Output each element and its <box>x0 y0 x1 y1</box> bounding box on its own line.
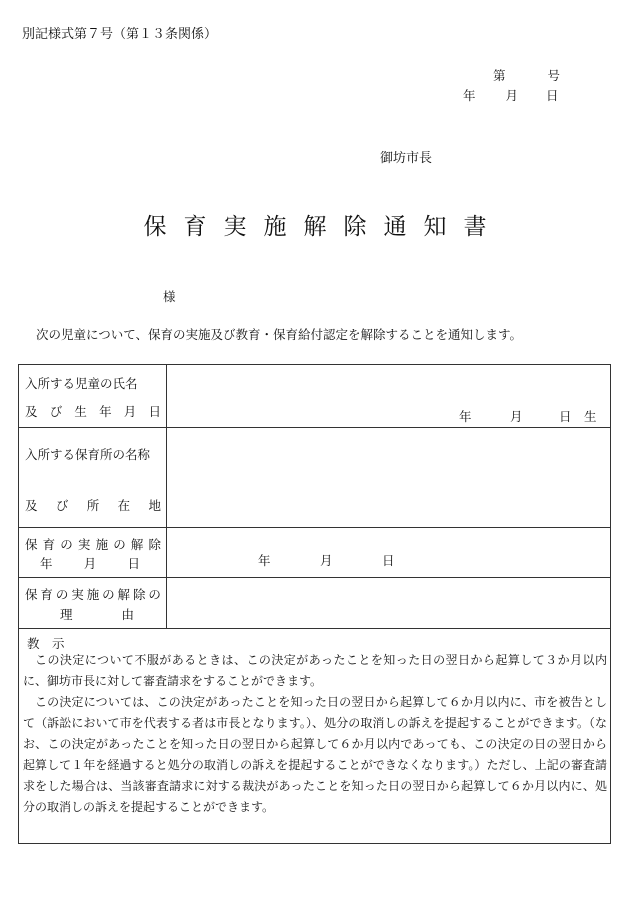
label-char: 除 <box>132 587 146 602</box>
document-title: 保育実施解除通知書 <box>143 214 504 240</box>
label-char: 除 <box>148 537 161 552</box>
addressee-honorific: 様 <box>163 289 176 304</box>
nursery-address-label <box>25 496 161 514</box>
child-dob-label <box>25 402 161 420</box>
cancellation-date-label-ymd <box>40 554 140 572</box>
issue-day: 日 <box>546 88 559 103</box>
label-char: の <box>102 587 115 602</box>
label-char: 日 <box>148 404 161 419</box>
label-char: 実 <box>71 587 84 602</box>
issuer-name: 御坊市長 <box>380 151 433 166</box>
cancellation-year: 年 <box>258 553 271 568</box>
cancellation-date-label <box>25 535 161 553</box>
notice-paragraph-lawsuit: この決定については、この決定があったことを知った日の翌日から起算して６か月以内に、市を被告として（訴訟において市を代表する者は市長となります。）、処分の取消しの訴えを提起することができます。（なお、この決定があったことを知った日の翌日から起算して６か月以内であっても、この決定の日の翌日から起算して１年を経過すると処分の取消しの訴えを提起することができなくなります。）ただし、上記の審査請求をした場合は、当該審査請求に対する裁決があったことを知った日の翌日から起算して６か月以内に、処分の取消しの訴えを提起することができます。 <box>23 695 607 814</box>
label-char: 日 <box>127 556 140 571</box>
form-number-label: 別記様式第７号（第１３条関係） <box>22 27 218 42</box>
label-char: 月 <box>83 556 97 571</box>
label-char: 育 <box>42 537 56 552</box>
cancellation-reason-label <box>25 585 161 603</box>
row-divider <box>19 628 610 629</box>
label-char: の <box>55 587 69 602</box>
column-divider <box>166 365 167 628</box>
label-char: 年 <box>99 404 112 419</box>
issue-date <box>463 86 559 104</box>
label-char: 生 <box>74 404 87 419</box>
label-char: 保 <box>25 587 38 602</box>
notice-heading: 教 示 <box>27 636 65 651</box>
notice-paragraph-appeal: この決定について不服があるときは、この決定があったことを知った日の翌日から起算して３か月以内に、御坊市長に対して審査請求をすることができます。 <box>23 653 607 688</box>
row-divider <box>19 427 610 428</box>
label-char: 及 <box>25 498 38 513</box>
row-divider <box>19 577 610 578</box>
label-char: の <box>148 587 161 602</box>
label-char: 年 <box>40 556 53 571</box>
label-char: の <box>113 537 126 552</box>
issue-year: 年 <box>463 88 476 103</box>
number-go: 号 <box>547 68 561 83</box>
label-char: 及 <box>25 404 38 419</box>
issue-month: 月 <box>505 88 519 103</box>
notice-table <box>18 364 611 844</box>
label-char: 保 <box>25 537 38 552</box>
label-char: 地 <box>148 498 161 513</box>
label-char: 施 <box>86 587 100 602</box>
notice-body <box>23 650 607 818</box>
label-char: の <box>60 537 73 552</box>
dob-month: 月 <box>510 409 523 424</box>
label-char: 理 <box>60 607 73 622</box>
row-divider <box>19 527 610 528</box>
label-char: 育 <box>40 587 53 602</box>
cancellation-month: 月 <box>320 553 333 568</box>
label-char: 実 <box>77 537 91 552</box>
label-char: 解 <box>130 537 144 552</box>
cancellation-reason-label-2 <box>60 605 134 623</box>
label-char: 月 <box>123 404 137 419</box>
label-char: び <box>49 404 63 419</box>
label-char: 由 <box>121 607 134 622</box>
dob-year: 年 <box>459 409 472 424</box>
nursery-name-label: 入所する保育所の名称 <box>25 447 151 462</box>
dob-day: 日 生 <box>559 409 597 424</box>
label-char: 施 <box>95 537 109 552</box>
label-char: 所 <box>86 498 100 513</box>
intro-text: 次の児童について、保育の実施及び教育・保育給付認定を解除することを通知します。 <box>36 327 523 342</box>
label-char: び <box>55 498 69 513</box>
cancellation-day: 日 <box>382 553 395 568</box>
label-char: 在 <box>117 498 131 513</box>
number-dai: 第 <box>493 68 506 83</box>
child-name-label: 入所する児童の氏名 <box>25 376 138 391</box>
document-number <box>493 66 560 84</box>
label-char: 解 <box>117 587 131 602</box>
